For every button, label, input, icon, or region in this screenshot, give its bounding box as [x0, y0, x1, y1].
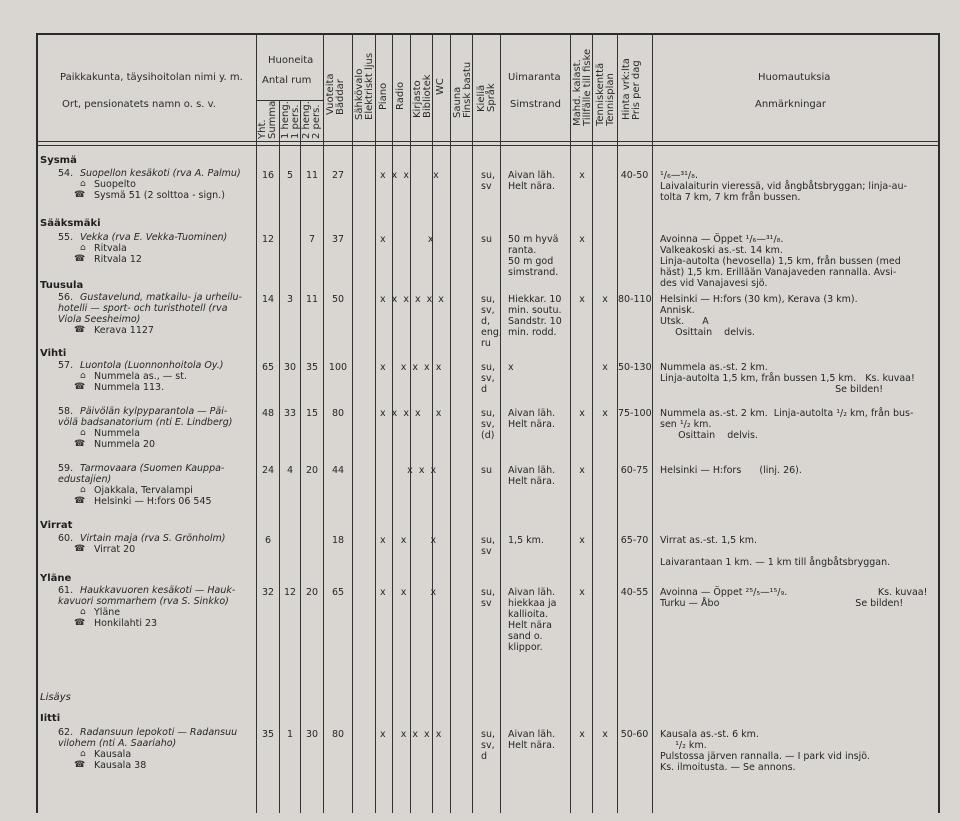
section-heading: Tuusula [40, 280, 84, 291]
cell-fishing: x [579, 535, 585, 546]
cell-sum: 12 [261, 234, 275, 245]
entry-phone: Kausala 38 [94, 760, 147, 771]
cell-sum: 65 [261, 362, 275, 373]
section-heading: Sysmä [40, 155, 77, 166]
telephone-icon: ☎ [74, 382, 86, 392]
cell-sum: 6 [264, 535, 272, 546]
cell-single-rooms: 1 [286, 729, 294, 740]
cell-fishing: x [579, 465, 585, 476]
cell-price: 50-130 [618, 362, 652, 373]
col-line [432, 33, 433, 813]
header-rot-wc: WC [435, 78, 446, 95]
cell-tennis: x [602, 294, 608, 305]
cell-languages: su, sv [481, 535, 495, 557]
telephone-icon: ☎ [74, 760, 86, 770]
entry-name: Virtain maja (rva S. Grönholm) [80, 533, 226, 544]
entry-phone: Ritvala 12 [94, 254, 142, 265]
entry-post-office: Ritvala [94, 243, 127, 254]
entry-name: Haukkavuoren kesäkoti — Hauk- [80, 585, 236, 596]
col-line [279, 100, 280, 813]
entry-name: Viola Seesheimo) [58, 314, 141, 325]
col-line [323, 33, 324, 813]
cell-beds: 27 [331, 170, 345, 181]
section-heading: Sääksmäki [40, 218, 101, 229]
col-line [652, 33, 653, 813]
section-heading: Iitti [40, 713, 61, 724]
cell-tennis: x [602, 729, 608, 740]
entry-number: 56. [58, 292, 74, 303]
cell-sum: 16 [261, 170, 275, 181]
cell-notes: Avoinna — Öppet ²⁵/₅—¹⁵/₉. Ks. kuvaa! Turku — Åbo Se bilden! [660, 587, 928, 609]
cell-notes: Avoinna — Öppet ¹/₆—³¹/₈. Valkeakoski as.-st. 14 km. Linja-autolta (hevosella) 1,5 km, från bussen (med häst) 1,5 km. Erillään Vanajaveden rannalla. Avsi- des vid Vanajavesi sjö. [660, 234, 901, 289]
cell-notes: Kausala as.-st. 6 km. ¹/₂ km. Pulstossa järven rannalla. — I park vid insjö. Ks. ilmoitusta. — Se annons. [660, 729, 870, 773]
header-rooms-fi: Huoneita [268, 55, 314, 66]
header-rot-tennis: Tenniskenttä Tennisplan [595, 62, 616, 126]
cell-beds: 50 [331, 294, 345, 305]
cell-beach: Aivan läh. hiekkaa ja kallioita. Helt nära sand o. klippor. [508, 587, 557, 653]
cell-amenity-marks: x x x [380, 465, 437, 476]
cell-single-rooms: 5 [286, 170, 294, 181]
cell-single-rooms: 12 [283, 587, 297, 598]
header-place-sv: Ort, pensionatets namn o. s. v. [62, 99, 216, 110]
cell-beach: 1,5 km. [508, 535, 544, 546]
entry-post-office: Suopelto [94, 179, 136, 190]
cell-tennis: x [602, 408, 608, 419]
cell-sum: 48 [261, 408, 275, 419]
cell-fishing: x [579, 408, 585, 419]
col-line [617, 33, 618, 813]
header-rot-fish: Mahd. kalast. Tillfälle till fiske [572, 48, 593, 126]
entry-name: Luontola (Luonnonhoitola Oy.) [80, 360, 224, 371]
cell-price: 40-55 [620, 587, 649, 598]
cell-notes: Nummela as.-st. 2 km. Linja-autolta 1,5 km, från bussen 1,5 km. Ks. kuvaa! Se bilden! [660, 362, 915, 395]
telephone-icon: ☎ [74, 544, 86, 554]
cell-languages: su, sv, (d) [481, 408, 495, 441]
col-line [500, 33, 501, 813]
col-line [375, 33, 376, 813]
header-rot-lang: Kieliä Språk [476, 83, 497, 112]
header-rot-library: Kirjasto Bibliotek [412, 74, 433, 118]
cell-notes: Helsinki — H:fors (linj. 26). [660, 465, 802, 476]
col-line [450, 33, 451, 813]
cell-double-rooms: 15 [305, 408, 319, 419]
header-rot-piano: Piano [378, 82, 389, 110]
header-place-fi: Paikkakunta, täysihoitolan nimi y. m. [60, 72, 243, 83]
cell-languages: su [481, 234, 492, 245]
cell-fishing: x [579, 234, 585, 245]
cell-price: 75-100 [618, 408, 652, 419]
header-rot-two: 2 heng. 2 pers. [301, 101, 322, 139]
entry-name: völä badsanatorium (nti E. Lindberg) [58, 417, 233, 428]
entry-name: Tarmovaara (Suomen Kauppa- [80, 463, 225, 474]
cell-amenity-marks: x x x x x [380, 362, 442, 373]
header-bottom-rule-2 [36, 145, 940, 146]
section-heading: Yläne [40, 573, 72, 584]
telephone-icon: ☎ [74, 439, 86, 449]
entry-name: Radansuun lepokoti — Radansuu [80, 727, 238, 738]
entry-phone: Nummela 113. [94, 382, 165, 393]
cell-languages: su [481, 465, 492, 476]
col-line [392, 33, 393, 813]
header-notes-fi: Huomautuksia [758, 72, 831, 83]
entry-name: Suopellon kesäkoti (rva A. Palmu) [80, 168, 241, 179]
telephone-icon: ☎ [74, 190, 86, 200]
entry-number: 61. [58, 585, 74, 596]
cell-price: 40-50 [620, 170, 649, 181]
cell-beach: 50 m hyvä ranta. 50 m god simstrand. [508, 234, 559, 278]
cell-beds: 100 [328, 362, 348, 373]
post-office-icon: ⌂ [80, 607, 86, 617]
col-line [592, 33, 593, 813]
cell-notes: Virrat as.-st. 1,5 km. Laivarantaan 1 km. — 1 km till ångbåtsbryggan. [660, 535, 891, 568]
col-line [472, 33, 473, 813]
entry-number: 57. [58, 360, 74, 371]
entry-name: kavuori sommarhem (rva S. Sinkko) [58, 596, 229, 607]
cell-sum: 14 [261, 294, 275, 305]
post-office-icon: ⌂ [80, 371, 86, 381]
cell-amenity-marks: x x [380, 234, 434, 245]
header-bottom-rule [36, 141, 940, 142]
cell-notes: Helsinki — H:fors (30 km), Kerava (3 km). Annisk. Utsk. A Osittain delvis. [660, 294, 858, 338]
cell-beds: 80 [331, 408, 345, 419]
cell-amenity-marks: x x x x x x [380, 294, 444, 305]
cell-double-rooms: 7 [308, 234, 316, 245]
col-line [352, 33, 353, 813]
entry-phone: Kerava 1127 [94, 325, 154, 336]
entry-name: Gustavelund, matkailu- ja urheilu- [80, 292, 242, 303]
cell-languages: su, sv, d, eng, ru [481, 294, 502, 349]
telephone-icon: ☎ [74, 325, 86, 335]
post-office-icon: ⌂ [80, 428, 86, 438]
entry-post-office: Kausala [94, 749, 132, 760]
cell-price: 50-60 [620, 729, 649, 740]
cell-price: 65-70 [620, 535, 649, 546]
cell-beds: 80 [331, 729, 345, 740]
header-beach-fi: Uimaranta [508, 72, 561, 83]
cell-notes: Nummela as.-st. 2 km. Linja-autolta ¹/₂ km, från bus- sen ¹/₂ km. Osittain delvis. [660, 408, 914, 441]
header-rot-sum: Yht. Summa [257, 100, 278, 139]
cell-tennis: x [602, 362, 608, 373]
entry-phone: Honkilahti 23 [94, 618, 158, 629]
cell-fishing: x [579, 170, 585, 181]
cell-languages: su, sv, d [481, 362, 495, 395]
entry-number: 58. [58, 406, 74, 417]
entry-name: edustajien) [58, 474, 112, 485]
header-rot-one: 1 heng. 1 pers. [280, 101, 301, 139]
entry-post-office: Nummela [94, 428, 140, 439]
post-office-icon: ⌂ [80, 179, 86, 189]
cell-beach: Aivan läh. Helt nära. [508, 170, 556, 192]
post-office-icon: ⌂ [80, 749, 86, 759]
header-rot-beds: Vuoteita Bäddar [325, 73, 346, 115]
cell-price: 60-75 [620, 465, 649, 476]
cell-languages: su, sv [481, 587, 495, 609]
entry-phone: Nummela 20 [94, 439, 156, 450]
entry-post-office: Ojakkala, Tervalampi [94, 485, 193, 496]
cell-double-rooms: 11 [305, 294, 319, 305]
cell-double-rooms: 11 [305, 170, 319, 181]
cell-beds: 65 [331, 587, 345, 598]
cell-single-rooms: 4 [286, 465, 294, 476]
cell-beds: 44 [331, 465, 345, 476]
cell-single-rooms: 30 [283, 362, 297, 373]
header-rot-electric: Sähkövalo Elektriskt ljus [354, 52, 375, 120]
header-notes-sv: Anmärkningar [755, 99, 826, 110]
cell-amenity-marks: x x x [380, 535, 437, 546]
cell-single-rooms: 3 [286, 294, 294, 305]
entry-phone: Virrat 20 [94, 544, 136, 555]
entry-number: 59. [58, 463, 74, 474]
cell-sum: 24 [261, 465, 275, 476]
entry-name: Vekka (rva E. Vekka-Tuominen) [80, 232, 228, 243]
cell-amenity-marks: x x x x [380, 170, 439, 181]
cell-single-rooms: 33 [283, 408, 297, 419]
post-office-icon: ⌂ [80, 485, 86, 495]
cell-price: 80-110 [618, 294, 652, 305]
header-rot-sauna: Sauna Finsk bastu [452, 61, 473, 118]
telephone-icon: ☎ [74, 618, 86, 628]
cell-double-rooms: 20 [305, 587, 319, 598]
cell-beach: x [508, 362, 514, 373]
entry-post-office: Yläne [94, 607, 121, 618]
lisays-heading: Lisäys [40, 692, 71, 703]
section-heading: Vihti [40, 348, 67, 359]
entry-name: hotelli — sport- och turisthotell (rva [58, 303, 228, 314]
header-beach-sv: Simstrand [510, 99, 561, 110]
telephone-icon: ☎ [74, 496, 86, 506]
header-rot-price: Hinta vrk:lta Pris per dag [621, 58, 642, 120]
telephone-icon: ☎ [74, 254, 86, 264]
cell-beach: Hiekkar. 10 min. soutu. Sandstr. 10 min. rodd. [508, 294, 562, 338]
cell-fishing: x [579, 587, 585, 598]
col-line [410, 33, 411, 813]
cell-notes: ¹/₆—³¹/₈. Laivalaiturin vieressä, vid ångbåtsbryggan; linja-au- tolta 7 km, 7 km från bussen. [660, 170, 907, 203]
post-office-icon: ⌂ [80, 243, 86, 253]
header-rooms-sv: Antal rum [262, 75, 312, 86]
entry-number: 54. [58, 168, 74, 179]
entry-post-office: Nummela as., — st. [94, 371, 188, 382]
entry-number: 55. [58, 232, 74, 243]
cell-beds: 37 [331, 234, 345, 245]
cell-amenity-marks: x x x x x [380, 729, 442, 740]
entry-number: 62. [58, 727, 74, 738]
cell-beach: Aivan läh. Helt nära. [508, 729, 556, 751]
cell-double-rooms: 20 [305, 465, 319, 476]
cell-beach: Aivan läh. Helt nära. [508, 408, 556, 430]
entry-phone: Sysmä 51 (2 solttoa - sign.) [94, 190, 225, 201]
col-line [256, 33, 257, 813]
cell-beds: 18 [331, 535, 345, 546]
col-line [570, 33, 571, 813]
entry-name: vilohem (nti A. Saariaho) [58, 738, 177, 749]
header-rot-radio: Radio [395, 81, 406, 110]
cell-double-rooms: 30 [305, 729, 319, 740]
section-heading: Virrat [40, 520, 73, 531]
cell-amenity-marks: x x x x x [380, 408, 442, 419]
cell-sum: 32 [261, 587, 275, 598]
entry-name: Päivölän kylpyparantola — Päi- [80, 406, 228, 417]
cell-double-rooms: 35 [305, 362, 319, 373]
cell-fishing: x [579, 294, 585, 305]
entry-number: 60. [58, 533, 74, 544]
cell-amenity-marks: x x x [380, 587, 437, 598]
entry-phone: Helsinki — H:fors 06 545 [94, 496, 212, 507]
cell-beach: Aivan läh. Helt nära. [508, 465, 556, 487]
cell-languages: su, sv, d [481, 729, 495, 762]
col-line [300, 100, 301, 813]
cell-fishing: x [579, 729, 585, 740]
cell-sum: 35 [261, 729, 275, 740]
cell-languages: su, sv [481, 170, 495, 192]
